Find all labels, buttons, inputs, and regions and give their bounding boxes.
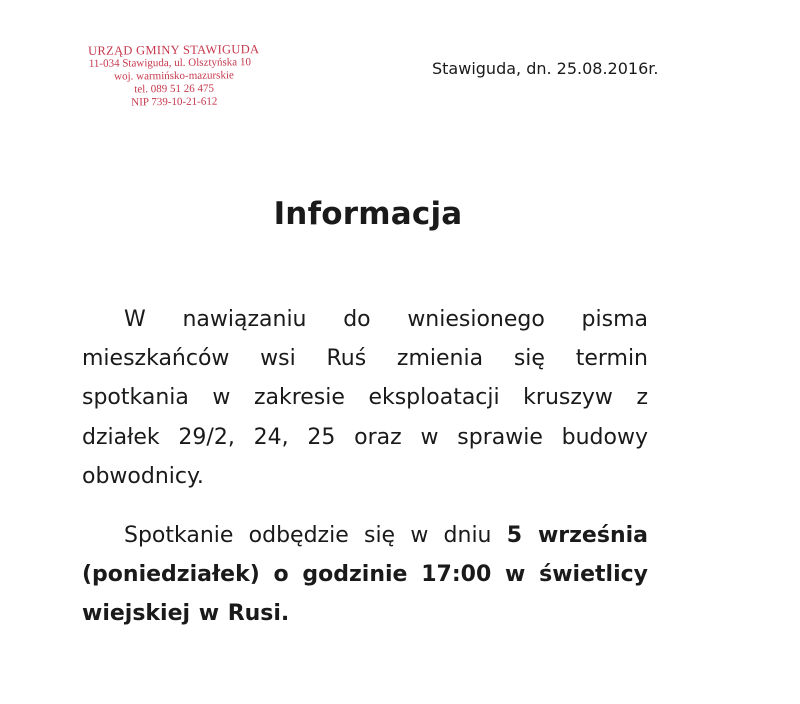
office-stamp [84,43,265,110]
stamp-office-name: URZĄD GMINY STAWIGUDA [88,42,260,58]
paragraph-meeting-details [82,516,648,634]
document-date: Stawiguda, dn. 25.08.2016r. [432,59,659,78]
stamp-voivodeship: woj. warmińsko-mazurskie [114,69,234,83]
meeting-intro-text: Spotkanie odbędzie się w dniu [124,523,492,548]
stamp-phone: tel. 089 51 26 475 [134,82,215,96]
paragraph-meeting-change: W nawiązaniu do wniesionego pisma mieszkańców wsi Ruś zmienia się termin spotkania w zakresie eksploatacji kruszyw z działek 29/2, 24, 25 oraz w sprawie budowy obwodnicy. [82,307,648,489]
meeting-date-place: 5 września (poniedziałek) o godzinie 17:00 w świetlicy wiejskiej w Rusi. [82,523,648,627]
stamp-address: 11-034 Stawiguda, ul. Olsztyńska 10 [88,56,251,70]
stamp-nip: NIP 739-10-21-612 [131,95,218,109]
document-title: Informacja [273,196,463,232]
